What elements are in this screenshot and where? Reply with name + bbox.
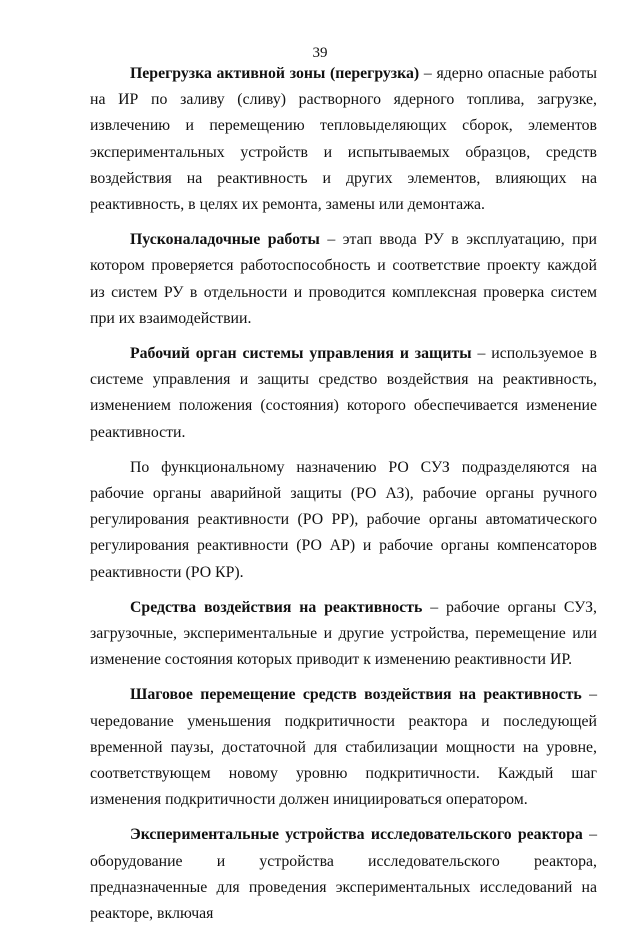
definition-paragraph-reactivity-means bbox=[90, 595, 597, 674]
definition-paragraph-experimental-devices bbox=[90, 822, 597, 927]
definition-text: – рабочие органы СУЗ, загрузочные, экспериментальные и другие устройства, перемещение или изменение состояния которых приводит к изменению реактивности ИР. bbox=[90, 598, 597, 669]
document-body bbox=[90, 61, 597, 936]
term-heading: Пусконаладочные работы bbox=[130, 231, 320, 249]
body-text: По функциональному назначению РО СУЗ подразделяются на рабочие органы аварийной защиты (РО АЗ), рабочие органы ручного регулирования реактивности (РО РР), рабочие органы автоматического регулирования реактивности (РО АР) и рабочие органы компенсаторов реактивности (РО КР). bbox=[90, 458, 597, 581]
definition-text: – чередование уменьшения подкритичности реактора и последующей временной паузы, достаточной для стабилизации мощности на уровне, соответствующем новому уровню подкритичности. Каждый шаг изменения подкритичности должен инициироваться оператором. bbox=[90, 686, 597, 809]
definition-text: – этап ввода РУ в эксплуатацию, при котором проверяется работоспособность и соответствие проекту каждой из систем РУ в отдельности и проводится комплексная проверка систем при их взаимодействии. bbox=[90, 231, 597, 327]
definition-paragraph-commissioning bbox=[90, 227, 597, 332]
definition-text: – используемое в системе управления и защиты средство воздействия на реактивность, изменением положения (состояния) которого обеспечивается изменение реактивности. bbox=[90, 345, 597, 441]
definition-text: – ядерно опасные работы на ИР по заливу (сливу) растворного ядерного топлива, загрузке, извлечению и перемещению тепловыделяющих сборок, элементов экспериментальных устройств и испытываемых образцов, средств воздействия на реактивность и других элементов, влияющих на реактивность, в целях их ремонта, замены или демонтажа. bbox=[90, 65, 597, 214]
paragraph-control-rod-classification bbox=[90, 455, 597, 586]
term-heading: Рабочий орган системы управления и защиты bbox=[130, 345, 472, 363]
term-heading: Перегрузка активной зоны (перегрузка) bbox=[130, 65, 420, 82]
definition-paragraph-stepwise-movement bbox=[90, 682, 597, 813]
definition-paragraph-control-rod bbox=[90, 341, 597, 446]
definition-paragraph-refueling bbox=[90, 61, 597, 218]
term-heading: Средства воздействия на реактивность bbox=[130, 598, 423, 616]
term-heading: Шаговое перемещение средств воздействия на реактивность bbox=[130, 686, 582, 704]
term-heading: Экспериментальные устройства исследовательского реактора bbox=[130, 826, 583, 844]
page-number: 39 bbox=[312, 45, 328, 61]
definition-text: – оборудование и устройства исследовательского реактора, предназначенные для проведения экспериментальных исследований на реакторе, включая bbox=[90, 826, 597, 923]
